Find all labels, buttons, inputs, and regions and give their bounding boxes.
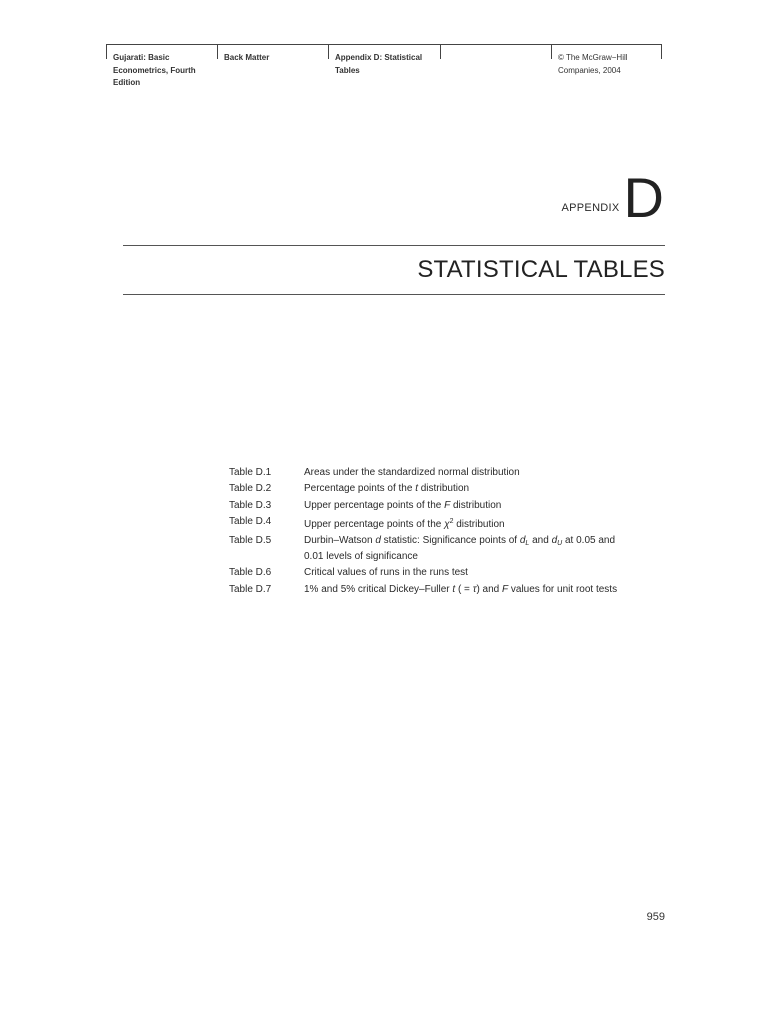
header-divider <box>328 44 329 59</box>
appendix-word: APPENDIX <box>561 202 620 214</box>
header-chapter-line1: Appendix D: Statistical <box>335 53 423 62</box>
title-bottom-rule <box>123 294 665 295</box>
table-number: Table D.5 <box>229 535 272 547</box>
page-title: STATISTICAL TABLES <box>417 256 665 283</box>
header-divider <box>440 44 441 59</box>
title-top-rule <box>123 245 665 246</box>
header-section: Back Matter <box>224 53 270 62</box>
table-list <box>229 466 649 599</box>
header-book-cell <box>106 44 217 94</box>
table-number: Table D.6 <box>229 567 272 579</box>
table-description: Upper percentage points of the $\chi^2$ distribution <box>304 517 505 530</box>
table-description: Durbin–Watson d statistic: Significance points of $d_L$ and $d_U$ at 0.05 and 0.01 levels of significance <box>304 535 616 563</box>
header-divider <box>551 44 552 59</box>
table-number: Table D.3 <box>229 499 272 511</box>
header-book-line2: Econometrics, Fourth <box>113 65 196 75</box>
header-book-line3: Edition <box>113 78 141 87</box>
header-divider <box>217 44 218 59</box>
list-item <box>229 583 649 596</box>
table-description: Areas under the standardized normal distribution <box>304 467 520 478</box>
table-description: Upper percentage points of the F distribution <box>304 499 502 511</box>
appendix-letter: D <box>623 166 664 229</box>
header-book-line1: Gujarati: Basic <box>113 53 170 62</box>
header-empty-cell <box>440 44 551 94</box>
list-item <box>229 466 649 479</box>
list-item <box>229 534 649 563</box>
table-description: 1% and 5% critical Dickey–Fuller t ( = τ) and F values for unit root tests <box>304 583 618 595</box>
header-chapter-cell <box>328 44 440 94</box>
list-item <box>229 515 649 531</box>
list-item <box>229 499 649 512</box>
header-section-cell <box>217 44 328 94</box>
table-number: Table D.4 <box>229 515 272 527</box>
table-number: Table D.2 <box>229 483 272 495</box>
list-item <box>229 566 649 579</box>
table-number: Table D.7 <box>229 583 272 595</box>
header-divider <box>661 44 662 59</box>
page-number: 959 <box>646 911 665 923</box>
table-description: Percentage points of the t distribution <box>304 483 470 495</box>
appendix-label <box>561 166 664 229</box>
table-number: Table D.1 <box>229 467 272 478</box>
header-copyright-line1: © The McGraw−Hill <box>558 53 628 62</box>
header-copyright-line2: Companies, 2004 <box>558 65 621 75</box>
running-header <box>106 44 662 94</box>
header-divider <box>106 44 107 59</box>
table-description: Critical values of runs in the runs test <box>304 567 468 579</box>
list-item <box>229 482 649 495</box>
header-copyright-cell <box>551 44 662 94</box>
header-chapter-line2: Tables <box>335 65 360 75</box>
